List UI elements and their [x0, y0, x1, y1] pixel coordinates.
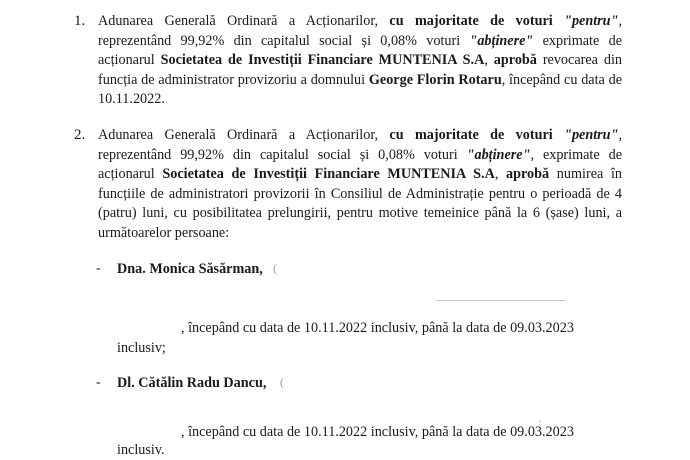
redacted-text-remnant: [436, 300, 566, 301]
list-bullet: -: [96, 261, 101, 276]
resolution-paragraph-2: Adunarea Generală Ordinară a Acționarilor, cu majoritate de voturi "pentru", reprezentând 99,92% din capitalul social și 0,08% voturi "abținere", exprimate de acționarul Societatea de Investiții Financiare MUNTENIA S.A, aprobă numirea în funcțiile de administratori provizorii în Consiliul de Administrație pentru o perioadă de 4 (patru) luni, cu posibilitatea prelungirii, pentru motive temeinice până la 6 (șase) luni, a următoarelor persoane:: [98, 127, 622, 241]
person-name: Dna. Monica Săsărman,: [117, 261, 263, 277]
resolution-paragraph-1: Adunarea Generală Ordinară a Acționarilor, cu majoritate de voturi "pentru", reprezentând 99,92% din capitalul social și 0,08% voturi "abținere" exprimate de acționarul Societatea de Investiții Financiare MUNTENIA S.A, aprobă revocarea din funcția de administrator provizoriu a domnului George Florin Rotaru, începând cu data de 10.11.2022.: [98, 13, 622, 107]
redaction-mark: (: [280, 375, 284, 389]
redaction-mark: (: [273, 261, 277, 275]
item-number: 1.: [74, 13, 86, 29]
redaction-mark: ·: [538, 414, 542, 428]
list-bullet: -: [96, 375, 101, 390]
person-term-line: inclusiv.: [117, 442, 165, 458]
person-name: Dl. Cătălin Radu Dancu,: [117, 375, 267, 391]
person-term-line: inclusiv;: [117, 340, 166, 356]
item-number: 2.: [74, 127, 86, 143]
person-term-line: , începând cu data de 10.11.2022 inclusiv, până la data de 09.03.2023: [181, 424, 574, 440]
person-term-line: , începând cu data de 10.11.2022 inclusiv, până la data de 09.03.2023: [181, 320, 574, 336]
